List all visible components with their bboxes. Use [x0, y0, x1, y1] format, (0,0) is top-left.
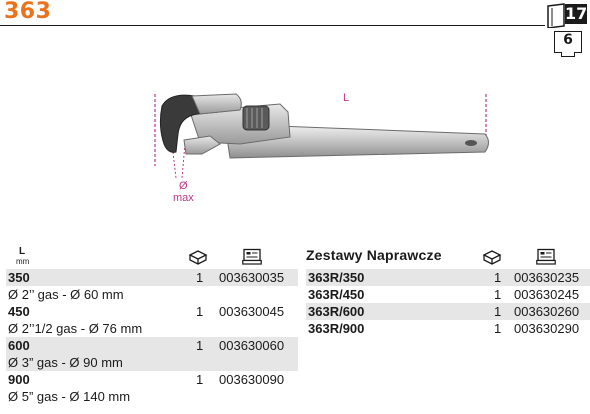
table-row	[306, 286, 590, 303]
diameter-symbol: Ø	[179, 180, 188, 192]
pack-quantity-icon	[188, 249, 208, 265]
table-row	[6, 371, 298, 388]
order-code-value: 003630260	[514, 304, 580, 319]
quantity-value: 1	[494, 304, 502, 319]
size-value: 450	[8, 304, 30, 319]
quantity-value: 1	[196, 270, 204, 285]
size-value: 900	[8, 372, 30, 387]
catalog-volume-number: 17	[565, 4, 588, 23]
model-code: 363	[4, 0, 52, 24]
pack-quantity-icon	[482, 249, 502, 265]
order-code-icon	[536, 248, 556, 265]
table-row-description	[6, 388, 298, 405]
order-code-value: 003630045	[219, 304, 285, 319]
pipe-wrench-drawing	[140, 82, 500, 212]
quantity-value: 1	[494, 270, 502, 285]
repair-kit-code: 363R/350	[308, 270, 365, 285]
repair-kit-table	[306, 243, 590, 337]
size-value: 600	[8, 338, 30, 353]
quantity-value: 1	[196, 338, 204, 353]
capacity-description: Ø 2’’ gas - Ø 60 mm	[8, 287, 124, 302]
size-table-header	[6, 243, 298, 269]
table-row	[6, 337, 298, 354]
product-illustration	[140, 82, 500, 212]
repair-kit-header	[306, 243, 590, 269]
diameter-max-label: max	[173, 192, 194, 204]
order-code-value: 003630035	[219, 270, 285, 285]
length-dimension-label: L	[343, 92, 350, 104]
quantity-value: 1	[196, 304, 204, 319]
quantity-value: 1	[494, 321, 502, 336]
quantity-value: 1	[494, 287, 502, 302]
page-box-tab	[561, 52, 575, 57]
repair-kit-title: Zestawy Naprawcze	[306, 247, 442, 263]
table-row	[6, 269, 298, 286]
order-code-value: 003630290	[514, 321, 580, 336]
table-row-description	[6, 320, 298, 337]
quantity-value: 1	[196, 372, 204, 387]
table-row	[306, 303, 590, 320]
header-bar	[0, 0, 590, 26]
order-code-value: 003630090	[219, 372, 285, 387]
size-table	[6, 243, 298, 405]
capacity-description: Ø 2’’1/2 gas - Ø 76 mm	[8, 321, 143, 336]
capacity-description: Ø 3” gas - Ø 90 mm	[8, 355, 123, 370]
order-code-value: 003630245	[514, 287, 580, 302]
order-code-value: 003630060	[219, 338, 285, 353]
table-row	[306, 269, 590, 286]
length-unit-header: mm	[16, 257, 30, 266]
size-value: 350	[8, 270, 30, 285]
catalog-page-number: 6	[563, 32, 573, 48]
table-row	[306, 320, 590, 337]
repair-kit-code: 363R/450	[308, 287, 365, 302]
header-rule	[0, 25, 545, 26]
repair-kit-code: 363R/600	[308, 304, 365, 319]
table-row-description	[6, 286, 298, 303]
order-code-value: 003630235	[514, 270, 580, 285]
catalog-page-box	[554, 31, 582, 53]
length-column-header: L	[19, 246, 26, 257]
capacity-description: Ø 5” gas - Ø 140 mm	[8, 389, 131, 404]
table-row	[6, 303, 298, 320]
order-code-icon	[242, 248, 262, 265]
repair-kit-code: 363R/900	[308, 321, 365, 336]
table-row-description	[6, 354, 298, 371]
